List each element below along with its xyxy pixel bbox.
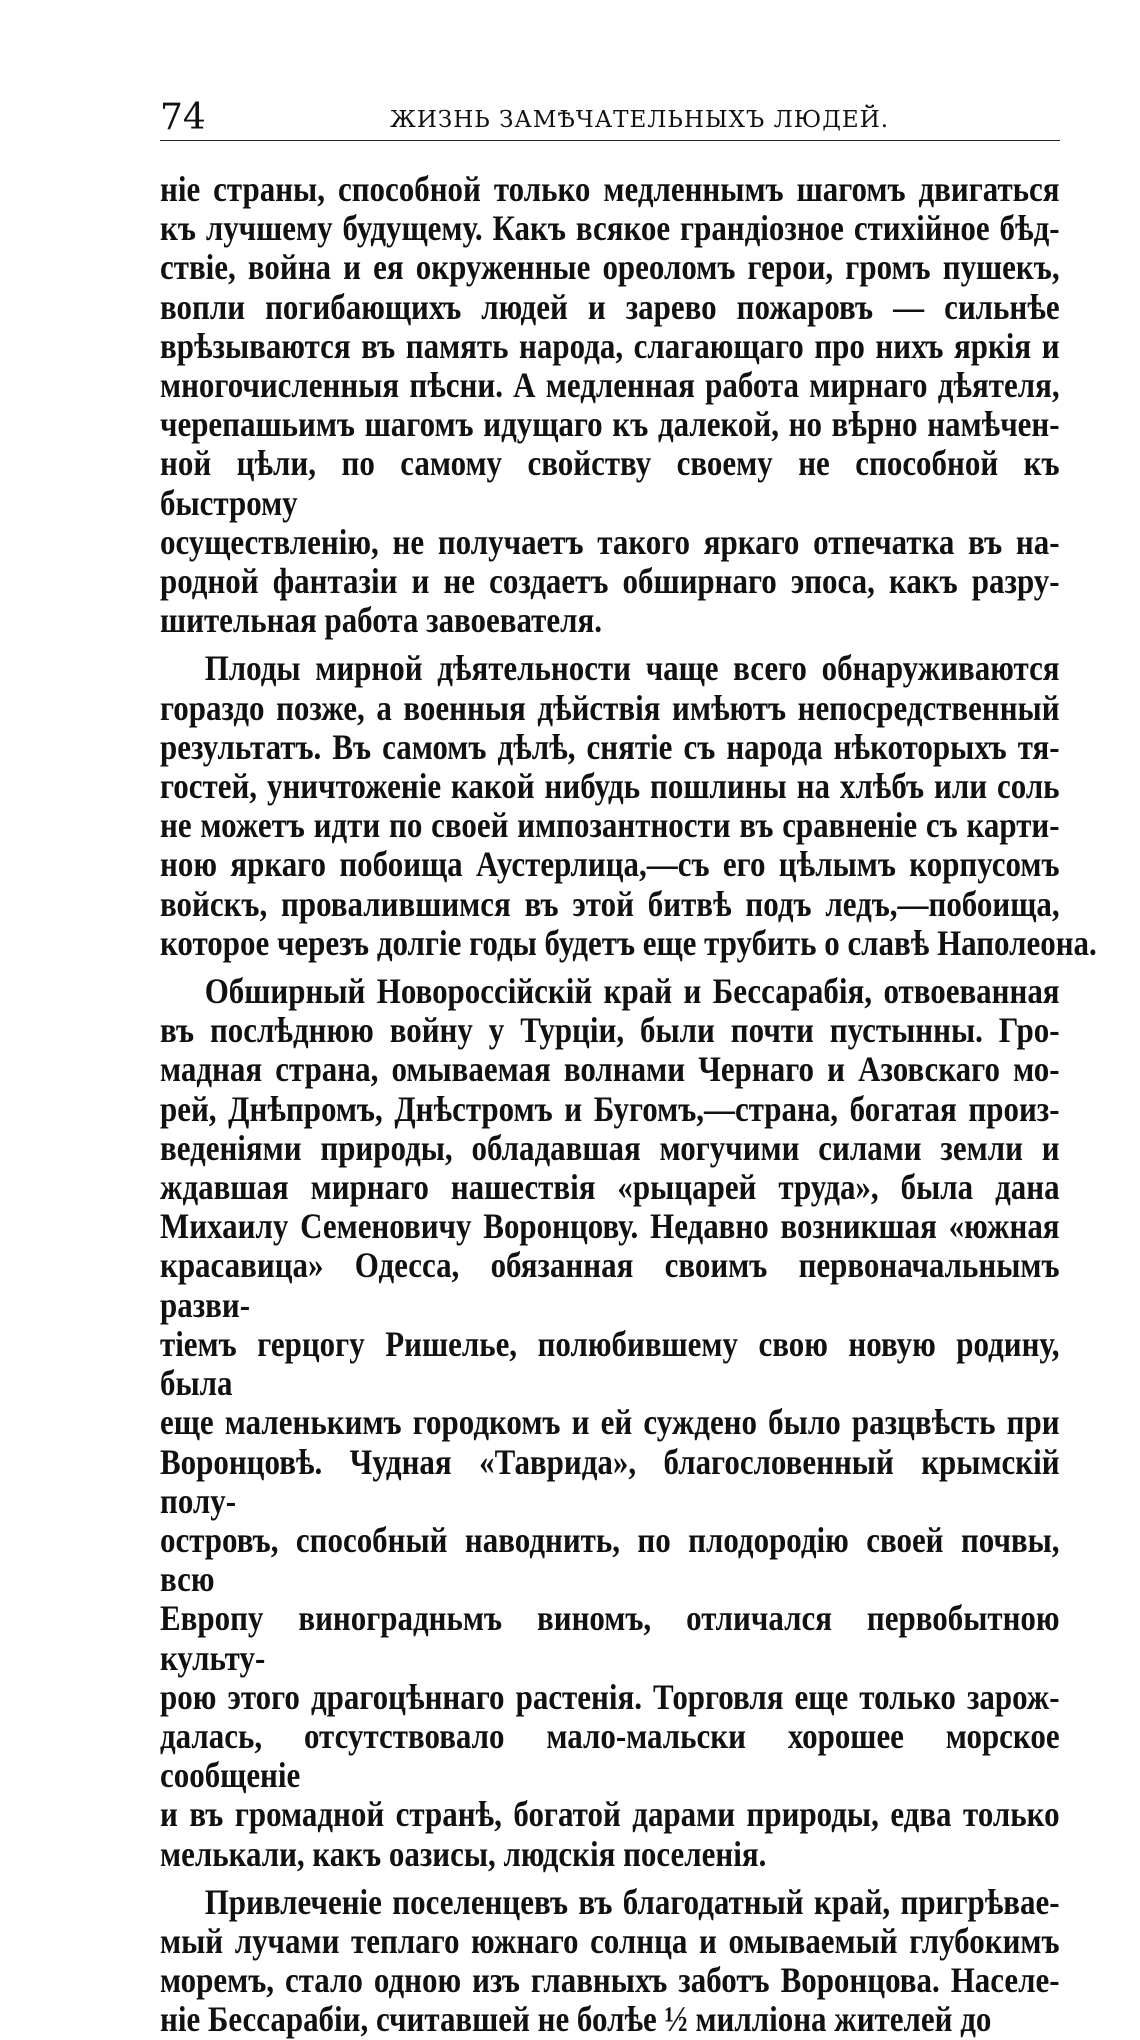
text-line: мелькали, какъ оазисы, людскія поселенія.: [160, 1833, 767, 1874]
text-line: моремъ, стало одною изъ главныхъ заботъ Воронцова. Населе-: [160, 1960, 1060, 2001]
text-line: родной фантазіи и не создаетъ обширнаго эпоса, какъ разру-: [160, 561, 1060, 602]
text-line: гостей, уничтоженіе какой нибудь пошлины на хлѣбъ или соль: [160, 766, 1060, 807]
paragraph: [160, 648, 1097, 963]
text-line: ствіе, война и ея окруженные ореоломъ герои, громъ пушекъ,: [160, 247, 1060, 288]
header-rule: [160, 140, 1060, 141]
text-line: черепашьимъ шагомъ идущаго къ далекой, но вѣрно намѣчен-: [160, 404, 1060, 445]
running-title: ЖИЗНЬ ЗАМѢЧАТЕЛЬНЫХЪ ЛЮДЕЙ.: [390, 107, 890, 133]
text-line: ніе страны, способной только медленнымъ шагомъ двигаться: [160, 169, 1060, 209]
text-line: мый лучами теплаго южнаго солнца и омываемый глубокимъ: [160, 1920, 1060, 1961]
text-line: далась, отсутствовало мало-мальски хорошее морское сообщеніе: [160, 1715, 1060, 1796]
text-line: еще маленькимъ городкомъ и ей суждено было разцвѣсть при: [160, 1402, 1060, 1443]
text-line: и въ громадной странѣ, богатой дарами природы, едва только: [160, 1794, 1060, 1835]
text-line: въ послѣднюю войну у Турціи, были почти пустынны. Гро-: [160, 1010, 1060, 1051]
text-line: красавица» Одесса, обязанная своимъ первоначальнымъ разви-: [160, 1245, 1060, 1325]
text-line: ною яркаго побоища Аустерлица,—съ его цѣлымъ корпусомъ: [160, 844, 1060, 885]
text-line: осуществленію, не получаетъ такого яркаго отпечатка въ на-: [160, 521, 1060, 562]
text-line: не можетъ идти по своей импозантности въ сравненіе съ карти-: [160, 805, 1060, 846]
text-line: Плоды мирной дѣятельности чаще всего обнаруживаются: [204, 648, 1060, 689]
text-line: Европу виноградньмъ виномъ, отличался первобытною культу-: [160, 1598, 1060, 1678]
text-line: къ лучшему будущему. Какъ всякое грандіозное стихійное бѣд-: [160, 208, 1060, 249]
paragraph: [160, 1883, 1060, 2040]
body-text: [160, 169, 1097, 2040]
text-line: веденіями природы, обладавшая могучими силами земли и: [160, 1127, 1060, 1168]
text-line: рою этого драгоцѣннаго растенія. Торговля еще только зарож-: [160, 1676, 1060, 1717]
text-line: результатъ. Въ самомъ дѣлѣ, снятіе съ народа нѣкоторыхъ тя-: [160, 726, 1060, 767]
text-line: ніе Бессарабіи, считавшей не болѣе ½ милліона жителей до: [160, 1999, 992, 2040]
text-line: рей, Днѣпромъ, Днѣстромъ и Бугомъ,—страна, богатая произ-: [160, 1088, 1060, 1129]
text-line: войскъ, провалившимся въ этой битвѣ подъ ледъ,—побоища,: [160, 883, 1060, 924]
text-line: Воронцовѣ. Чудная «Таврида», благословенный крымскій полу-: [160, 1441, 1060, 1521]
text-line: которое черезъ долгіе годы будетъ еще трубить о славѣ Наполеона.: [160, 922, 1097, 963]
paragraph: [160, 972, 1060, 1874]
text-line: шительная работа завоевателя.: [160, 600, 602, 641]
text-line: ждавшая мирнаго нашествія «рыцарей труда», была дана: [160, 1167, 1060, 1208]
text-line: тіемъ герцогу Ришелье, полюбившему свою новую родину, была: [160, 1323, 1060, 1404]
page-header: [160, 96, 1060, 140]
text-line: гораздо позже, а военныя дѣйствія имѣютъ непосредственный: [160, 687, 1060, 728]
text-line: ной цѣли, по самому свойству своему не способной къ быстрому: [160, 443, 1060, 523]
text-line: Обширный Новороссійскій край и Бессарабія, отвоеванная: [204, 971, 1060, 1012]
text-line: мадная страна, омываемая волнами Чернаго и Азовскаго мо-: [160, 1049, 1060, 1090]
text-line: многочисленныя пѣсни. А медленная работа мирнаго дѣятеля,: [160, 365, 1060, 406]
paragraph: [160, 170, 1060, 640]
paragraph-gap: [160, 1874, 1060, 1883]
text-line: вопли погибающихъ людей и зарево пожаровъ — сильнѣе: [160, 286, 1060, 327]
text-line: врѣзываются въ память народа, слагающаго про нихъ яркія и: [160, 325, 1060, 366]
text-line: Михаилу Семеновичу Воронцову. Недавно возникшая «южная: [160, 1206, 1060, 1247]
text-line: Привлеченіе поселенцевъ въ благодатный край, пригрѣвае-: [204, 1881, 1060, 1922]
text-line: островъ, способный наводнить, по плодородію своей почвы, всю: [160, 1519, 1060, 1600]
page-number: 74: [160, 97, 206, 138]
